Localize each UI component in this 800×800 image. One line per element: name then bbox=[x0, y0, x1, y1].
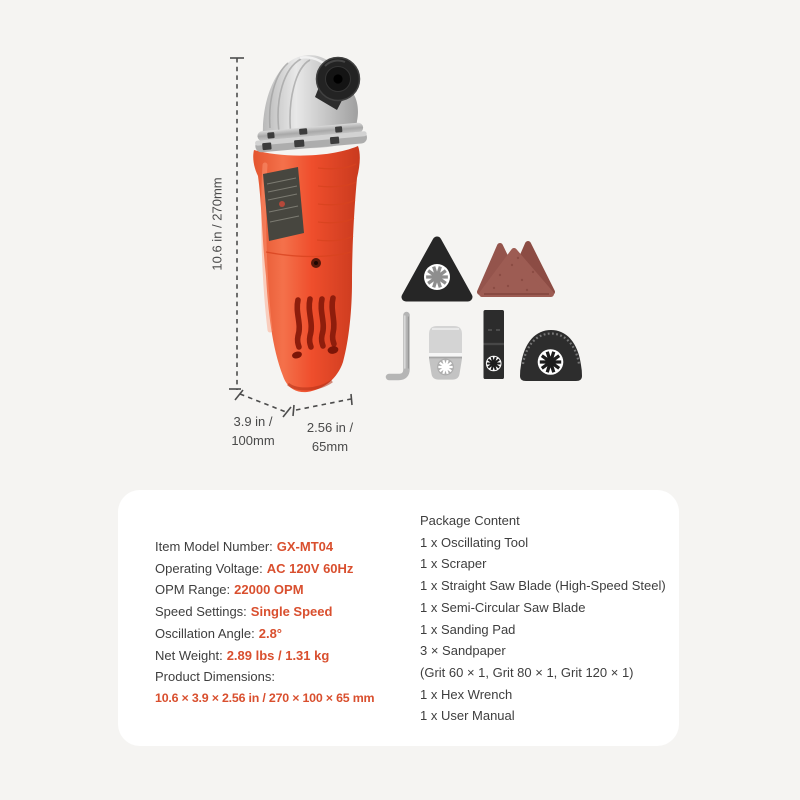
spec-list bbox=[155, 536, 374, 710]
accessories bbox=[389, 241, 582, 381]
package-item: 1 x Hex Wrench bbox=[420, 686, 513, 702]
oscillating-tool bbox=[253, 55, 367, 392]
spec-row-opm: OPM Range: 22000 OPM bbox=[155, 582, 304, 598]
tool-label-sticker bbox=[263, 167, 304, 241]
scraper-blade bbox=[429, 326, 462, 380]
straight-saw-blade bbox=[484, 310, 505, 379]
spec-row-dimensions-value: 10.6 × 3.9 × 2.56 in / 270 × 100 × 65 mm bbox=[155, 690, 375, 705]
spec-row-voltage: Operating Voltage: AC 120V 60Hz bbox=[155, 560, 354, 576]
tool-collet bbox=[317, 58, 360, 101]
package-item: (Grit 60 × 1, Grit 80 × 1, Grit 120 × 1) bbox=[420, 664, 634, 680]
dimension-height-label: 10.6 in / 270mm bbox=[209, 177, 225, 271]
dimension-depth-line2: 65mm bbox=[311, 439, 349, 454]
spec-row-model: Item Model Number: GX-MT04 bbox=[155, 539, 334, 554]
semi-circular-saw-blade bbox=[520, 330, 582, 381]
dimension-width-line1: 3.9 in / bbox=[233, 414, 273, 429]
package-item: 3 × Sandpaper bbox=[420, 643, 506, 659]
package-item: 1 x Sanding Pad bbox=[420, 621, 516, 637]
package-item: 1 x Semi-Circular Saw Blade bbox=[420, 599, 586, 615]
spec-card bbox=[118, 490, 679, 746]
spec-row-speed: Speed Settings: Single Speed bbox=[155, 604, 333, 620]
dimension-depth-label bbox=[307, 418, 353, 456]
package-item: 1 x Scraper bbox=[420, 556, 487, 572]
hex-wrench bbox=[389, 315, 408, 377]
spec-row-angle: Oscillation Angle: 2.8° bbox=[155, 625, 283, 641]
package-item: 1 x Oscillating Tool bbox=[420, 534, 529, 550]
package-content-list bbox=[420, 510, 666, 727]
tool-screw bbox=[311, 258, 321, 268]
package-content-title: Package Content bbox=[420, 513, 520, 528]
sanding-pad bbox=[406, 241, 468, 297]
dimension-width-line2: 100mm bbox=[231, 433, 275, 448]
spec-row-weight: Net Weight: 2.89 lbs / 1.31 kg bbox=[155, 647, 330, 663]
dimension-width-label bbox=[231, 412, 274, 450]
sandpaper-stack bbox=[480, 244, 552, 294]
package-item: 1 x Straight Saw Blade (High-Speed Steel) bbox=[420, 578, 666, 594]
spec-row-dimensions-label: Product Dimensions: bbox=[155, 669, 275, 685]
dimension-depth-line1: 2.56 in / bbox=[306, 420, 354, 435]
package-item: 1 x User Manual bbox=[420, 708, 515, 724]
